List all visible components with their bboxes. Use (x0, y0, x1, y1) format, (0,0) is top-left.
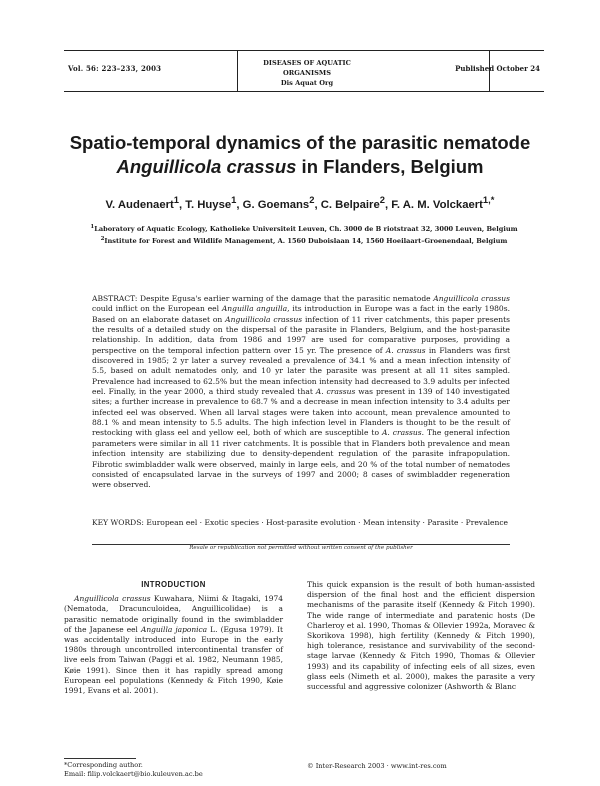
abstract (92, 294, 510, 491)
paragraph-segment: L. (Egusa 1979). It was accidentally introduced into Europe in the early 1980s through uncontrolled intercontinental transfer of live eels from Taiwan (Paggi et al. 1982, Neumann 1985, Køie 1991). Since then it has rapidly spread among European eel populations (Kennedy & Fitch 1990, Køie 1991, Evans et al. 2001). (64, 624, 283, 696)
corresponding-star: * (490, 194, 495, 205)
species-name: A. crassus (381, 428, 422, 438)
abstract-segment: Despite Egusa's earlier warning of the damage that the parasitic nematode (137, 294, 434, 303)
journal-header (64, 50, 544, 92)
keywords-label: KEY WORDS: (92, 518, 144, 527)
volume-info: Vol. 56: 223–233, 2003 (68, 64, 162, 73)
affiliation-2 (64, 234, 544, 246)
header-divider (237, 51, 238, 91)
title-rest: in Flanders, Belgium (296, 156, 484, 177)
intro-paragraph (64, 594, 283, 696)
abstract-segment: . The general infection parameters were similar in all 11 river catchments. It is possible that in Flanders both prevalence and mean infection intensity are stabilizing due to density-dependent regulation of the parasite infrapopulation. Fibrotic swimbladder walk were observed, mainly in large eels, and 20 % of the total number of nematodes consisted of encapsulated larvae in the surveys of 1997 and 2000; 8 cases of swimbladder regeneration were observed. (92, 428, 511, 490)
affiliation-mark (483, 194, 495, 205)
footnote-divider (64, 758, 136, 759)
keywords (92, 518, 510, 528)
affiliation-text: Laboratory of Aquatic Ecology, Katholieke Universiteit Leuven, Ch. 3000 de B riotstraat 32, 3000 Leuven, Belgium (94, 225, 518, 234)
species-name: Anguilla japonica (140, 624, 208, 634)
journal-name-line1: DISEASES OF AQUATIC ORGANISMS (263, 59, 351, 77)
species-name: Anguillicola crassus (74, 594, 151, 604)
republication-notice: Resale or republication not permitted without written consent of the publisher (189, 545, 413, 551)
abstract-segment: was present in 139 of 140 investigated sites; a further increase in prevalence to 68.7 % and a decrease in mean infection intensity to 3.4 adults per infected eel was observed. When all larval stages were taken into account, mean prevalence amounted to 88.1 % and mean intensity to 5.5 adults. The high infection level in Flanders is thought to be the result of restocking with glass eel and yellow eel, both of which are susceptible to (92, 387, 510, 438)
abstract-text (92, 294, 510, 491)
affiliation-text: Institute for Forest and Wildlife Management, A. 1560 Duboislaan 14, 1560 Hoeilaart–Groenendaal, Belgium (104, 237, 508, 246)
title-line1: Spatio-temporal dynamics of the parasitic nematode (69, 132, 531, 153)
article-title (40, 131, 560, 179)
paragraph-segment: Kuwahara, Niimi & Itagaki, 1974 (Nematoda, Dracunculoidea, Anguillicolidae) is a parasitic nematode originally found in the swimbladder of the Japanese eel (64, 594, 284, 634)
abstract-segment: , its introduction in Europe was a fact in the early 1980s. Based on an elaborate dataset on (92, 304, 511, 324)
affiliation-mark: 2 (100, 236, 105, 243)
author: C. Belpaire (320, 198, 380, 211)
species-name: Anguilla anguilla (221, 304, 288, 314)
author: G. Goemans (242, 198, 310, 211)
abstract-segment: in Flanders was first discovered in 1985; 2 yr later a survey revealed a prevalence of 34.1 % and a mean infection intensity of 5.5, based on adult nematodes only, and 10 yr later the parasite was present at all 11 sites sampled. Prevalence had increased to 62.5% but the mean infection intensity had decreased to 3.9 adults per infected eel. Finally, in the year 2000, a third study revealed that (92, 345, 510, 397)
affiliation-mark: 2 (309, 194, 315, 205)
copyright: © Inter-Research 2003 · www.int-res.com (307, 762, 447, 770)
affiliation-mark: 1 (90, 224, 95, 230)
column-right (307, 580, 535, 692)
affiliation-mark: 1 (231, 194, 237, 205)
species-name: Anguillicola crassus (225, 314, 303, 324)
author: F. A. M. Volckaert (391, 198, 483, 211)
abstract-label: ABSTRACT: (92, 294, 138, 303)
affiliation-mark: 2 (379, 194, 385, 205)
affiliation-number: 1, (482, 194, 491, 205)
keywords-text: European eel · Exotic species · Host-parasite evolution · Mean intensity · Parasite · Prevalence (143, 518, 509, 527)
title-line2 (40, 155, 560, 179)
intro-paragraph: This quick expansion is the result of both human-assisted dispersion of the final host and the efficient dispersion mechanisms of the parasite itself (Kennedy & Fitch 1990). The wide range of intermediate and paratenic hosts (De Charleroy et al. 1990, Thomas & Ollevier 1992a, Moravec & Skorikova 1998), high fertility (Kennedy & Fitch 1990), high tolerance, resistance and survivability of the second-stage larvae (Kennedy & Fitch 1990, Thomas & Ollevier 1993) and its capability of infecting eels of all sizes, even glass eels (Nimeth et al. 2000), makes the parasite a very successful and aggressive colonizer (Ashworth & Blanc (307, 580, 535, 692)
species-name: Anguillicola crassus (433, 294, 510, 303)
corresponding-author: *Corresponding author. (64, 761, 143, 769)
footnote (64, 761, 203, 779)
species-name: A. crassus (315, 387, 356, 397)
author-email: Email: filip.volckaert@bio.kuleuven.ac.be (64, 770, 203, 778)
published-date: Published October 24 (455, 64, 540, 73)
section-heading: INTRODUCTION (141, 580, 206, 589)
species-name: A. crassus (385, 345, 426, 355)
author: T. Huyse (185, 198, 232, 211)
abstract-segment: could inflict on the European eel (92, 304, 222, 314)
author-list: V. Audenaert$^1$, T. Huyse$^1$, G. Goemans$^2$, C. Belpaire$^2$, F. A. M. Volckaert$^{1,*}$ (105, 194, 495, 211)
column-left (64, 580, 283, 696)
journal-name-line2: Dis Aquat Org (280, 79, 334, 87)
affiliation-1 (64, 222, 544, 234)
affiliations (64, 222, 544, 246)
journal-name (247, 58, 367, 88)
title-species: Anguillicola crassus (116, 156, 297, 177)
author: V. Audenaert (105, 198, 174, 211)
affiliation-mark: 1 (173, 194, 180, 205)
abstract-segment: infection of 11 river catchments, this paper presents the results of a detailed study on the dispersal of the parasite in Flanders, Belgium, and the host-parasite relationship. In addition, data from 1986 and 1997 are used for comparative purposes, providing a perspective on the temporal infection pattern over 15 yr. The presence of (92, 314, 510, 355)
